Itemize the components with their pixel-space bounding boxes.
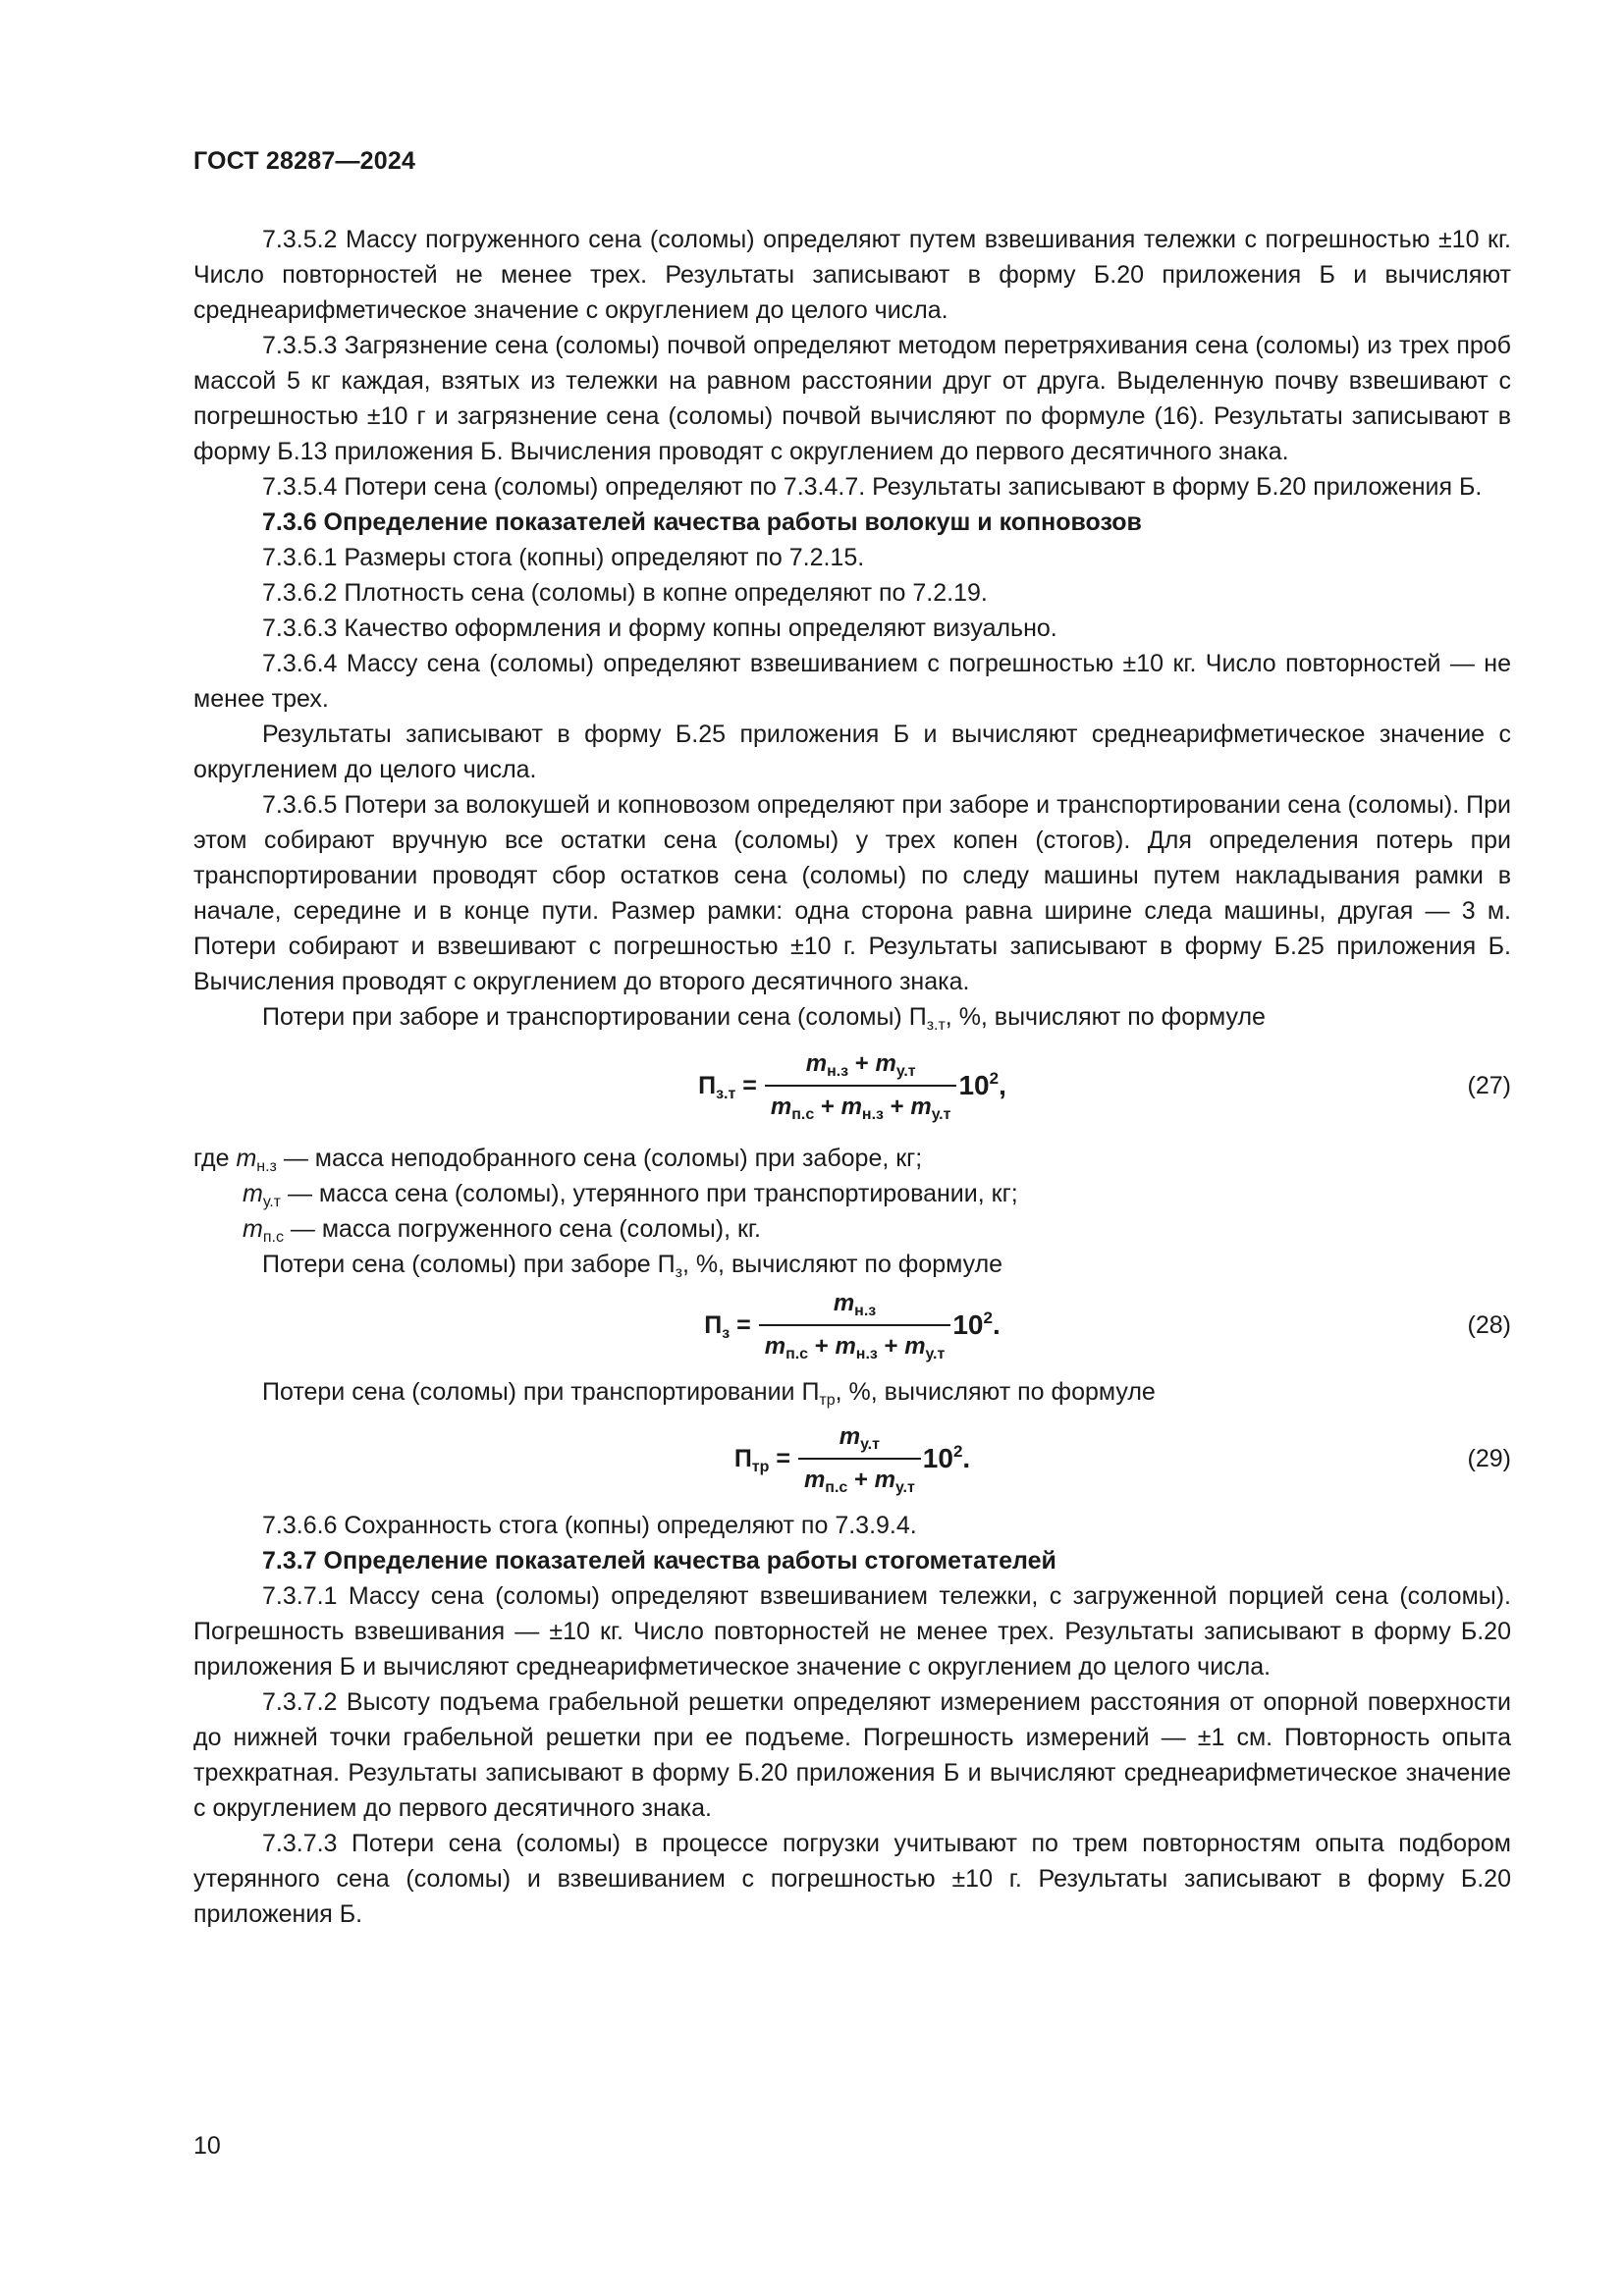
formula-29-numerator: $m_{у.т}$: [839, 1423, 880, 1453]
formula-27-intro: Потери при заборе и транспортировании сена (соломы) $П_{з.т}$, %, вычисляют по формуле: [262, 1003, 1266, 1034]
formula-29-denominator: $m_{п.с} + m_{у.т}$: [798, 1458, 921, 1498]
formula-28-lhs: $П_з$ =: [704, 1311, 751, 1342]
formula-29-fraction: [798, 1419, 921, 1498]
formula-28-intro: Потери сена (соломы) при заборе $П_з$, %, вычисляют по формуле: [262, 1251, 1003, 1281]
paragraph-7-3-7-1: 7.3.7.1 Массу сена (соломы) определяют взвешиванием тележки, с загруженной порцией сена (соломы). Погрешность взвешивания — ±10 кг. Число повторностей не менее трех. Результаты записывают в форму Б.20 приложения Б и вычисляют среднеарифметическое значение с округлением до целого числа.: [193, 1582, 1511, 1681]
formula-27-factor: $10^2$,: [958, 1069, 1006, 1100]
formula-27-lhs: $П_{з.т}$ =: [698, 1072, 757, 1102]
formula-27-number: (27): [1467, 1072, 1511, 1099]
formula-27-denominator: $m_{п.с} + m_{н.з} + m_{у.т}$: [765, 1085, 957, 1125]
paragraph-7-3-6-5: 7.3.6.5 Потери за волокушей и копновозом определяют при заборе и транспортировании сена (соломы). При этом собирают вручную все остатки сена (соломы) у трех копен (стогов). Для определения потерь при транспортировании проводят сбор остатков сена (соломы) по следу машины путем накладывания рамки в начале, середине и в конце пути. Размер рамки: одна сторона равна ширине следа машины, другая — 3 м. Потери собирают и взвешивают с погрешностью ±10 г. Результаты записывают в форму Б.25 приложения Б. Вычисления проводят с округлением до второго десятичного знака.: [193, 791, 1511, 995]
legend-row-mnz: где $m_{н.з}$ — масса неподобранного сена (соломы) при заборе, кг;: [193, 1145, 923, 1175]
formula-28: [193, 1286, 1511, 1364]
paragraph-7-3-5-3: 7.3.5.3 Загрязнение сена (соломы) почвой определяют методом перетряхивания сена (соломы) из трех проб массой 5 кг каждая, взятых из тележки на равном расстоянии друг от друга. Выделенную почву взвешивают с погрешностью ±10 г и загрязнение сена (соломы) почвой вычисляют по формуле (16). Результаты записывают в форму Б.13 приложения Б. Вычисления проводят с округлением до первого десятичного знака.: [193, 332, 1511, 465]
formula-27-fraction: [765, 1046, 957, 1125]
paragraph-7-3-6-2: 7.3.6.2 Плотность сена (соломы) в копне определяют по 7.2.19.: [262, 579, 988, 607]
formula-28-fraction: [759, 1286, 951, 1364]
formula-29-intro: Потери сена (соломы) при транспортировании $П_{тр}$, %, вычисляют по формуле: [262, 1378, 1156, 1409]
document-header: ГОСТ 28287—2024: [193, 147, 416, 175]
document-body: [193, 222, 1511, 1932]
section-heading-7-3-7: 7.3.7 Определение показателей качества работы стогометателей: [262, 1547, 1056, 1575]
formula-28-numerator: $m_{н.з}$: [833, 1290, 877, 1319]
paragraph-7-3-7-2: 7.3.7.2 Высоту подъема грабельной решетки определяют измерением расстояния от опорной поверхности до нижней точки грабельной решетки при ее подъеме. Погрешность измерений — ±1 см. Повторность опыта трехкратная. Результаты записывают в форму Б.20 приложения Б и вычисляют среднеарифметическое значение с округлением до первого десятичного знака.: [193, 1688, 1511, 1822]
formula-28-number: (28): [1467, 1311, 1511, 1339]
paragraph-7-3-7-3: 7.3.7.3 Потери сена (соломы) в процессе погрузки учитывают по трем повторностям опыта подбором утерянного сена (соломы) и взвешиванием с погрешностью ±10 г. Результаты записывают в форму Б.20 приложения Б.: [193, 1830, 1511, 1928]
formula-29-factor: $10^2$.: [922, 1442, 971, 1473]
paragraph-7-3-6-6: 7.3.6.6 Сохранность стога (копны) определяют по 7.3.9.4.: [262, 1512, 917, 1539]
formula-28-denominator: $m_{п.с} + m_{н.з} + m_{у.т}$: [759, 1324, 951, 1364]
paragraph-7-3-6-1: 7.3.6.1 Размеры стога (копны) определяют по 7.2.15.: [262, 544, 865, 571]
paragraph-7-3-6-3: 7.3.6.3 Качество оформления и форму копны определяют визуально.: [262, 614, 1057, 642]
page-number: 10: [193, 2132, 221, 2160]
section-heading-7-3-6: 7.3.6 Определение показателей качества работы волокуш и копновозов: [262, 508, 1142, 536]
formula-27: [193, 1035, 1511, 1137]
legend-row-mps: $m_{п.с}$ — масса погруженного сена (соломы), кг.: [243, 1215, 761, 1246]
formula-27-legend: [193, 1141, 1511, 1247]
legend-row-myt: $m_{у.т}$ — масса сена (соломы), утерянного при транспортировании, кг;: [243, 1180, 1018, 1210]
paragraph-7-3-6-4: 7.3.6.4 Массу сена (соломы) определяют взвешиванием с погрешностью ±10 кг. Число повторностей — не менее трех.: [193, 650, 1511, 713]
formula-29-number: (29): [1467, 1445, 1511, 1472]
formula-29: [193, 1419, 1511, 1498]
paragraph-7-3-5-2: 7.3.5.2 Массу погруженного сена (соломы) определяют путем взвешивания тележки с погрешностью ±10 кг. Число повторностей не менее трех. Результаты записывают в форму Б.20 приложения Б и вычисляют среднеарифметическое значение с округлением до целого числа.: [193, 226, 1511, 324]
formula-28-factor: $10^2$.: [952, 1308, 1001, 1340]
formula-27-numerator: $m_{н.з} + m_{у.т}$: [805, 1050, 916, 1080]
formula-29-lhs: $П_{тр}$ =: [733, 1445, 790, 1475]
paragraph-results-b25: Результаты записывают в форму Б.25 приложения Б и вычисляют среднеарифметическое значение с округлением до целого числа.: [193, 721, 1511, 783]
paragraph-7-3-5-4: 7.3.5.4 Потери сена (соломы) определяют по 7.3.4.7. Результаты записывают в форму Б.20 приложения Б.: [262, 473, 1483, 501]
